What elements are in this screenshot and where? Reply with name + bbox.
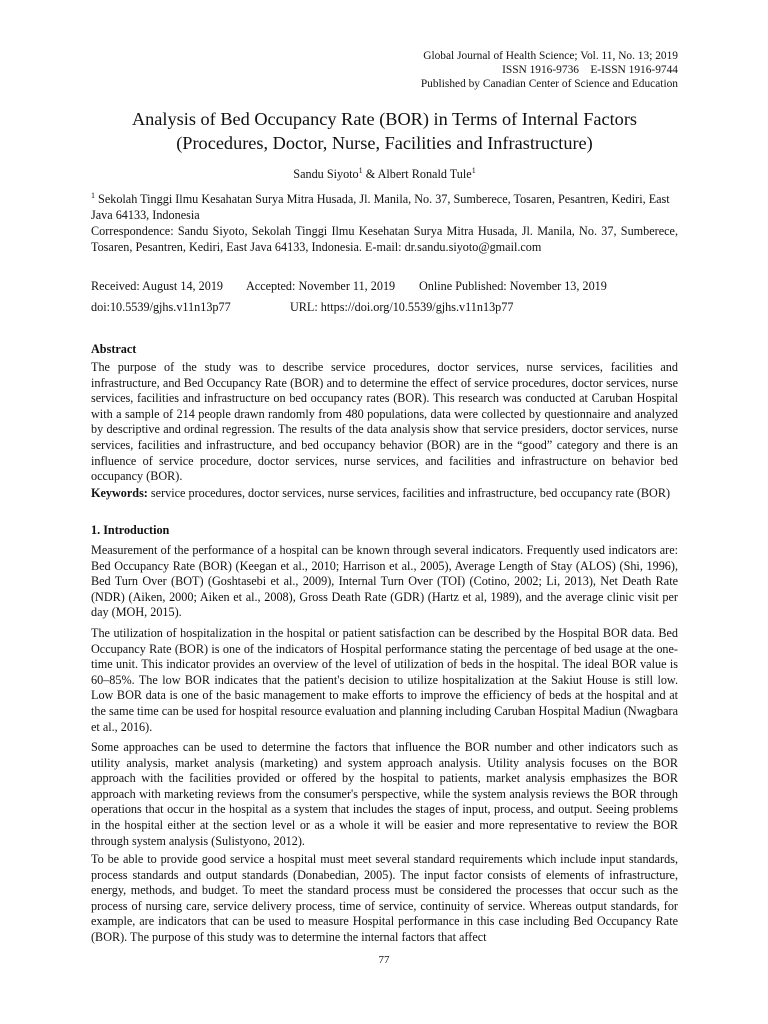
accepted-date: Accepted: November 11, 2019 [246,279,396,293]
page-number: 77 [378,954,390,966]
publication-dates [91,279,678,295]
affiliation-marker: 1 [471,166,476,175]
paragraph: The utilization of hospitalization in the hospital or patient satisfaction can be described by the Hospital BOR data. Bed Occupancy Rate (BOR) is one of the indicators of Hospital performance stating the percentage of bed usage at the one-time unit. This indicator provides an overview of the level of utilization of beds in the hospital. The ideal BOR value is 60–85%. The low BOR indicates that the patient's decision to utilize hospitalization at the Sakiut House is still low. Low BOR data is one of the basic management to make efforts to improve the efficiency of beds at the hospital and at the same time can be used for hospital resource evaluation and planning including Caruban Hospital Madiun (Nwagbara et al., 2016). [91,626,678,734]
affiliation-marker: 1 [91,191,95,200]
keywords [91,486,678,502]
doi: doi:10.5539/gjhs.v11n13p77 [91,300,231,314]
journal-publisher: Published by Canadian Center of Science and Education [420,78,678,90]
author-list [91,166,678,182]
journal-header [421,49,678,91]
author-separator: & [362,167,378,182]
section-heading: 1. Introduction [91,523,170,537]
keywords-text: service procedures, doctor services, nurse services, facilities and infrastructure, bed occupancy rate (BOR) [147,486,671,500]
keywords-label: Keywords: [91,486,148,500]
paper-title-line-2: (Procedures, Doctor, Nurse, Facilities and Infrastructure) [176,133,593,153]
doi-line [91,300,678,316]
online-published-date: Online Published: November 13, 2019 [419,279,607,293]
journal-issn: ISSN 1916-9736 E-ISSN 1916-9744 [502,64,678,76]
paper-title [91,107,678,155]
paragraph: Measurement of the performance of a hospital can be known through several indicators. Frequently used indicators are: Bed Occupancy Rate (BOR) (Keegan et al., 2010; Harrison et al., 2005), Average Length of Stay (ALOS) (Shi, 1996), Bed Turn Over (BOT) (Goshtasebi et al., 2009), Internal Turn Over (TOI) (Cotino, 2002; Li, 2013), Net Death Rate (NDR) (Aiken, 2000; Aiken et al., 2008), Gross Death Rate (GDR) (Hartz et al, 1989), and the average clinic visit per day (MOH, 2015). [91,543,678,620]
correspondence: Correspondence: Sandu Siyoto, Sekolah Tinggi Ilmu Kesehatan Surya Mitra Husada, Jl. Manila, No. 37, Sumberece, Tosaren, Pesantren, Kediri, East Java 64133, Indonesia. E-mail: dr.sandu.siyoto@gmail.com [91,224,678,254]
url-link[interactable]: URL: https://doi.org/10.5539/gjhs.v11n13p77 [290,300,514,314]
journal-citation: Global Journal of Health Science; Vol. 11, No. 13; 2019 [423,50,678,62]
paper-title-line-1: Analysis of Bed Occupancy Rate (BOR) in Terms of Internal Factors [131,109,638,129]
affiliation [91,188,678,223]
abstract-heading: Abstract [91,342,137,356]
affiliation-marker: 1 [358,166,363,175]
paragraph: To be able to provide good service a hospital must meet several standard requirements which include input standards, process standards and output standards (Donabedian, 2005). The input factor consists of elements of infrastructure, energy, methods, and budget. To meet the standard process must be considered the processes that occur such as the process of nursing care, service delivery process, time of service, continuity of service. Whereas output standards, for example, are indicators that can be used to measure Hospital performance in this case including Bed Occupancy Rate (BOR). The purpose of this study was to determine the internal factors that affect [91,852,678,944]
paragraph: Some approaches can be used to determine the factors that influence the BOR number and other indicators such as utility analysis, market analysis (marketing) and system approach analysis. Utility analysis focuses on the BOR approach with the facilities provided or offered by the hospital to patients, market analysis emphasizes the BOR approach with marketing reviews from the consumer's perspective, while the system analysis reviews the BOR through operations that occur in the hospital as a system that includes the stages of input, process, and output. Seeing problems in the hospital either at the section level or as a whole it will be easier and more representative to review the BOR through system analysis (Sulistyono, 2012). [91,740,678,848]
author-name: Albert Ronald Tule [377,167,472,182]
abstract-text: The purpose of the study was to describe service procedures, doctor services, nurse services, facilities and infrastructure, and Bed Occupancy Rate (BOR) and to determine the effect of service procedures, doctor services, nurse services, facilities and infrastructure on bed occupancy rates (BOR). This research was conducted at Caruban Hospital with a sample of 214 people drawn randomly from 480 populations, data were collected by questionnaire and analyzed by descriptive and ordinal regression. The results of the data analysis show that service presiders, doctor services, nurse services, facilities and infrastructure, and bed occupancy behavior (BOR) are in the “good” category and there is an influence of service procedure, doctor services, nurse services, and facilities and infrastructure on behavior bed occupancy (BOR). [91,360,678,484]
received-date: Received: August 14, 2019 [91,279,224,293]
affiliation-text: Sekolah Tinggi Ilmu Kesahatan Surya Mitra Husada, Jl. Manila, No. 37, Sumberece, Tosaren, Pesantren, Kediri, East Java 64133, Indonesia [91,192,670,222]
author-name: Sandu Siyoto [293,167,359,182]
